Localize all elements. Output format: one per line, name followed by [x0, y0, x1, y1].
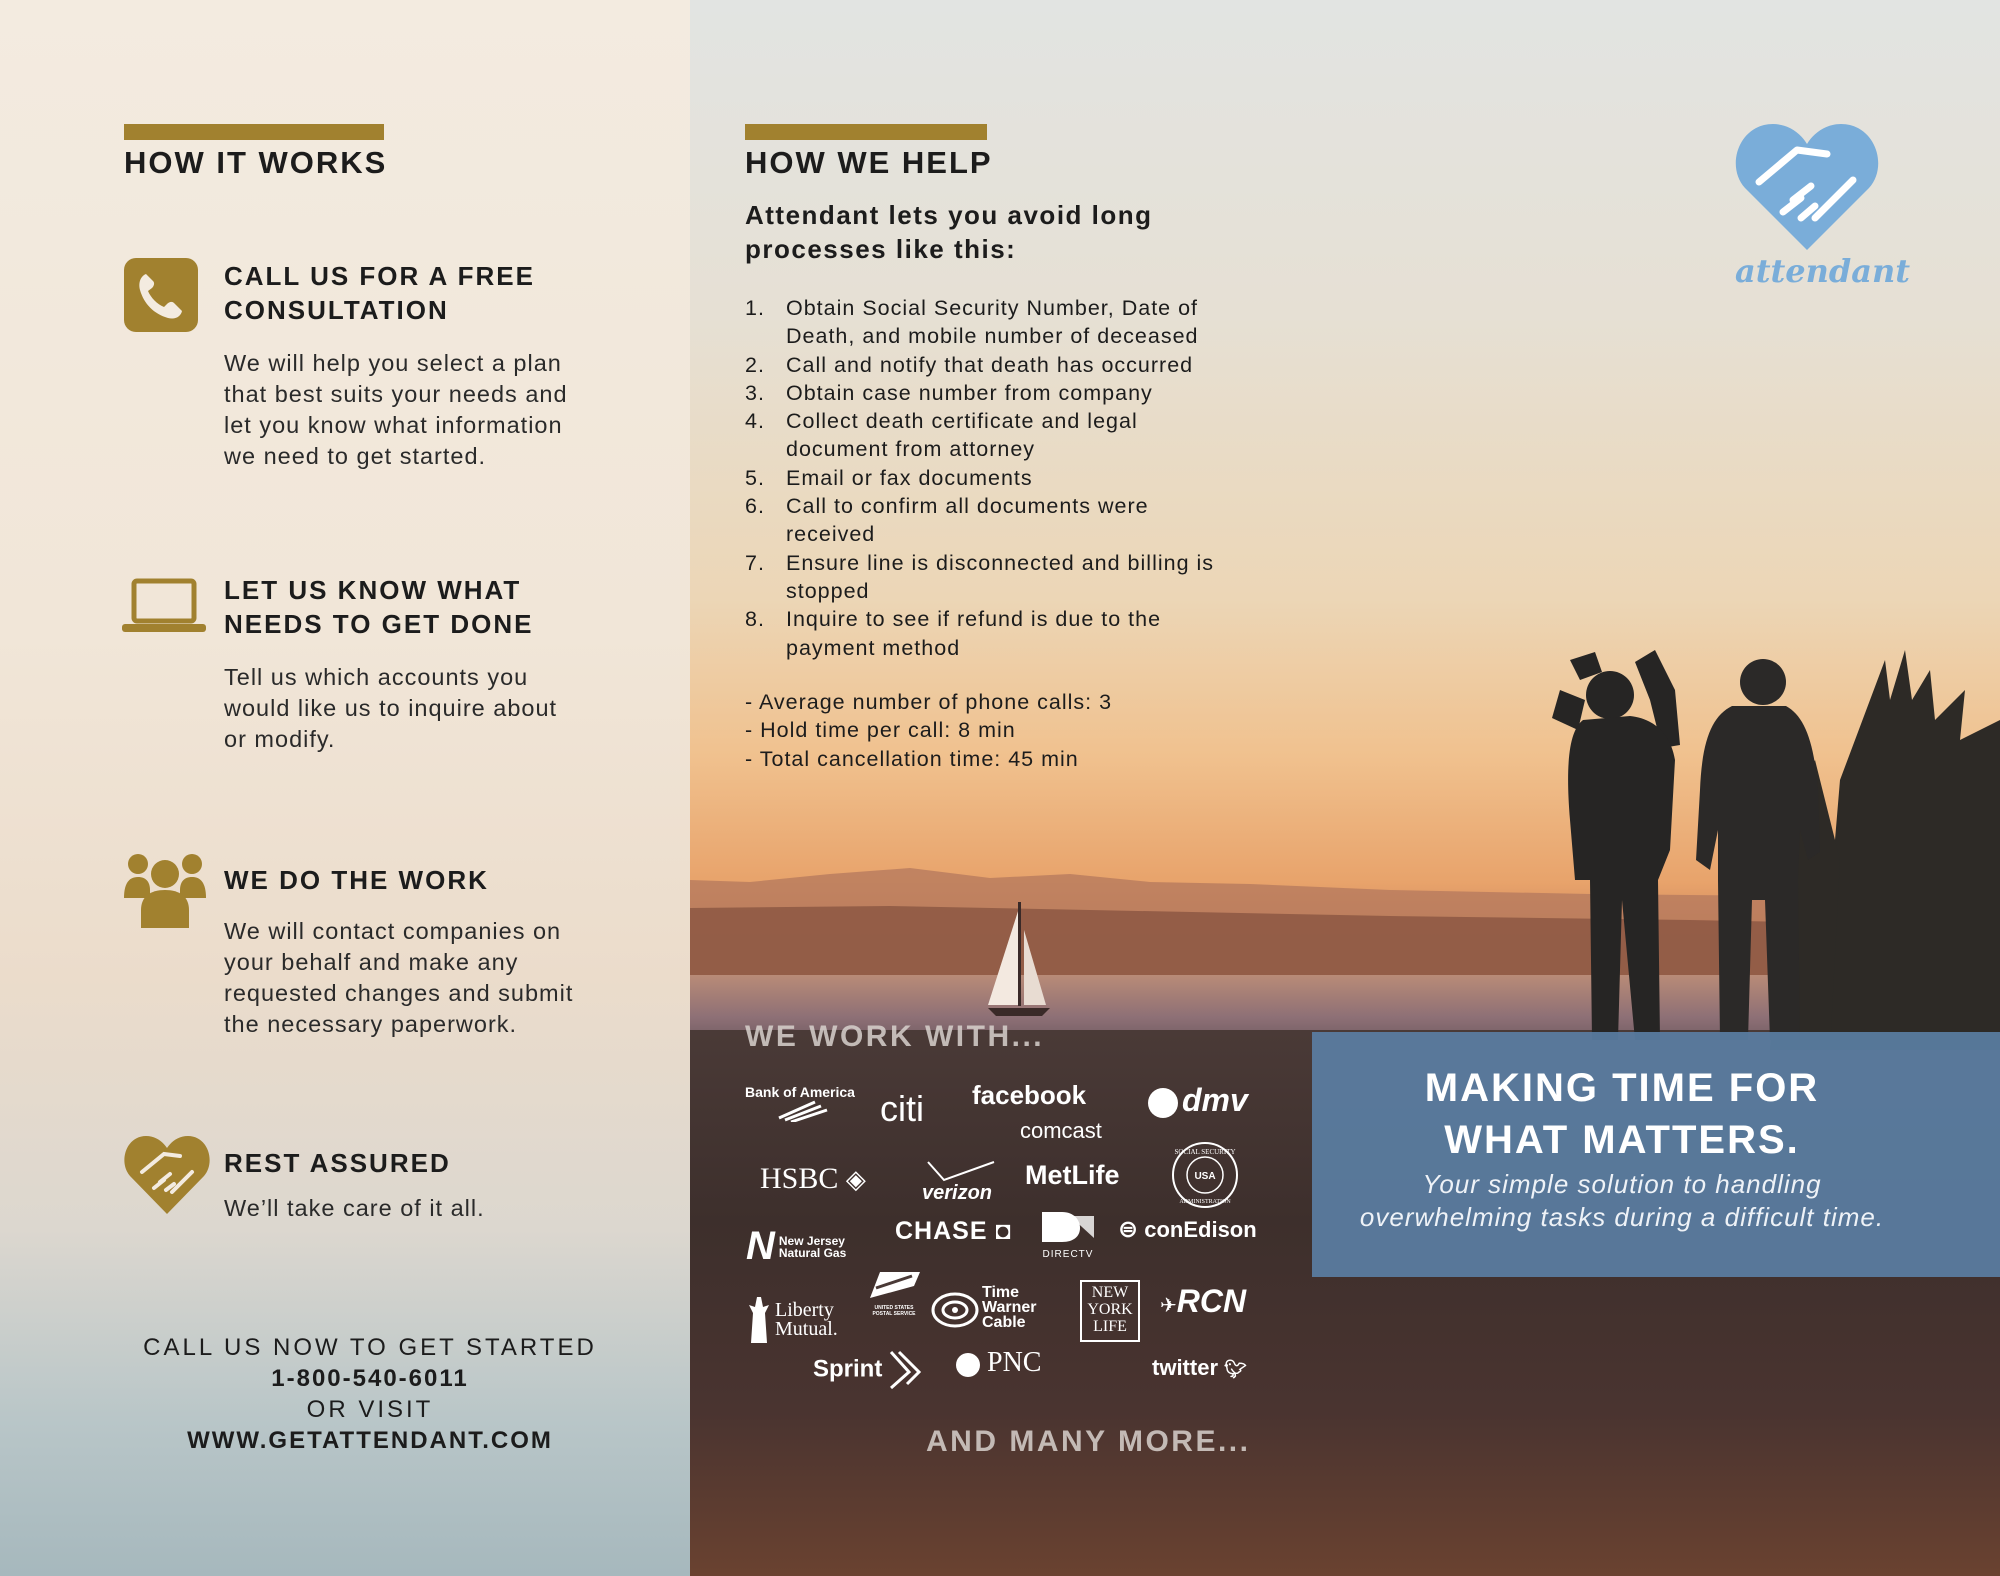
ssa-top-text: SOCIAL SECURITY [1174, 1148, 1236, 1156]
pnc-logo: PNC [956, 1347, 1041, 1379]
list-item: 7. Ensure line is disconnected and billing is stopped [745, 550, 1215, 603]
person-silhouette-left [1552, 650, 1680, 1040]
call-to-action [120, 1332, 620, 1456]
sailboat [988, 902, 1050, 1016]
tagline-heading: MAKING TIME FOR WHAT MATTERS. [1424, 1066, 1820, 1162]
section-accent-bar [124, 124, 384, 140]
phone-number[interactable]: 1-800-540-6011 [271, 1365, 469, 1392]
facebook-logo: facebook [972, 1080, 1087, 1110]
list-item: 5. Email or fax documents [745, 465, 1033, 490]
step-1-text: We will help you select a plan that best suits your needs and let you know what information we need to get started. [224, 350, 568, 469]
verizon-logo: verizon [922, 1160, 996, 1205]
conedison-logo: ⊜ conEdison [1118, 1216, 1257, 1243]
list-item: 3. Obtain case number from company [745, 380, 1153, 405]
nj-natural-gas-logo: N New Jersey Natural Gas [746, 1224, 847, 1268]
list-item: 2. Call and notify that death has occurred [745, 352, 1194, 377]
list-item: 1. Obtain Social Security Number, Date of Death, and mobile number of deceased [745, 296, 1199, 349]
how-it-works-title: HOW IT WORKS [124, 145, 388, 180]
list-item: 6. Call to confirm all documents were received [745, 494, 1149, 547]
social-security-logo [1170, 1140, 1240, 1215]
new-york-life-logo: NEW YORK LIFE [1080, 1280, 1140, 1342]
time-warner-cable-logo: Time Warner Cable [930, 1285, 1037, 1330]
phone-icon [124, 258, 198, 337]
attendant-wordmark: attendant [1735, 252, 1911, 290]
ssa-mid-text: USA [1194, 1171, 1216, 1182]
ssa-bottom-text: ADMINISTRATION [1179, 1199, 1231, 1205]
hsbc-logo: HSBC ◈ [760, 1162, 866, 1195]
step-4-title: REST ASSURED [224, 1148, 451, 1178]
heart-handshake-icon [124, 1134, 210, 1221]
partners-more: AND MANY MORE... [926, 1425, 1251, 1458]
step-3-text: We will contact companies on your behalf and make any requested changes and submit the necessary paperwork. [224, 918, 574, 1037]
twitter-logo: twitter 🐦︎ [1152, 1355, 1247, 1380]
website-link[interactable]: WWW.GETATTENDANT.COM [187, 1427, 553, 1454]
laptop-icon [122, 578, 206, 639]
metlife-logo: MetLife [1025, 1160, 1120, 1190]
tagline-subheading: Your simple solution to handling overwhelming tasks during a difficult time. [1359, 1169, 1885, 1232]
tagline-box [1312, 1032, 2000, 1277]
people-icon [124, 850, 206, 935]
how-it-works-panel [0, 0, 690, 1576]
step-1-title: CALL US FOR A FREE CONSULTATION [224, 261, 535, 325]
trees [1770, 650, 2000, 1050]
step-4-text: We’ll take care of it all. [224, 1195, 485, 1221]
process-stats: - Average number of phone calls: 3 - Hold time per call: 8 min - Total cancellation time: 45 min [745, 690, 1113, 771]
bank-of-america-logo: Bank of America [745, 1084, 855, 1125]
list-item: 4. Collect death certificate and legal document from attorney [745, 409, 1138, 462]
usps-logo: UNITED STATES POSTAL SERVICE [864, 1268, 924, 1317]
step-2-text: Tell us which accounts you would like us to inquire about or modify. [224, 664, 558, 752]
rcn-logo: ✈RCN [1160, 1283, 1247, 1319]
cta-or-visit: OR VISIT [306, 1396, 434, 1423]
partners-title: WE WORK WITH... [745, 1020, 1045, 1053]
how-we-help-title: HOW WE HELP [745, 145, 993, 180]
dmv-logo: dmv [1148, 1082, 1248, 1119]
sprint-logo: Sprint [813, 1350, 925, 1390]
how-we-help-subtitle: Attendant lets you avoid long processes like this: [745, 200, 1153, 264]
section-accent-bar [745, 124, 987, 140]
process-steps-list [745, 294, 1285, 662]
comcast-logo: comcast [1020, 1118, 1102, 1143]
citi-logo: citi [880, 1088, 924, 1129]
list-item: 8. Inquire to see if refund is due to the payment method [745, 607, 1162, 660]
chase-logo: CHASE ◘ [895, 1217, 1012, 1245]
step-3-title: WE DO THE WORK [224, 865, 489, 895]
how-we-help-panel [690, 0, 2000, 1576]
attendant-logo-icon [1735, 120, 1880, 257]
cta-line: CALL US NOW TO GET STARTED [143, 1334, 597, 1361]
liberty-mutual-logo: Liberty Mutual. [745, 1295, 838, 1345]
step-2-title: LET US KNOW WHAT NEEDS TO GET DONE [224, 575, 534, 639]
directv-logo: DIRECTV [1040, 1210, 1096, 1260]
